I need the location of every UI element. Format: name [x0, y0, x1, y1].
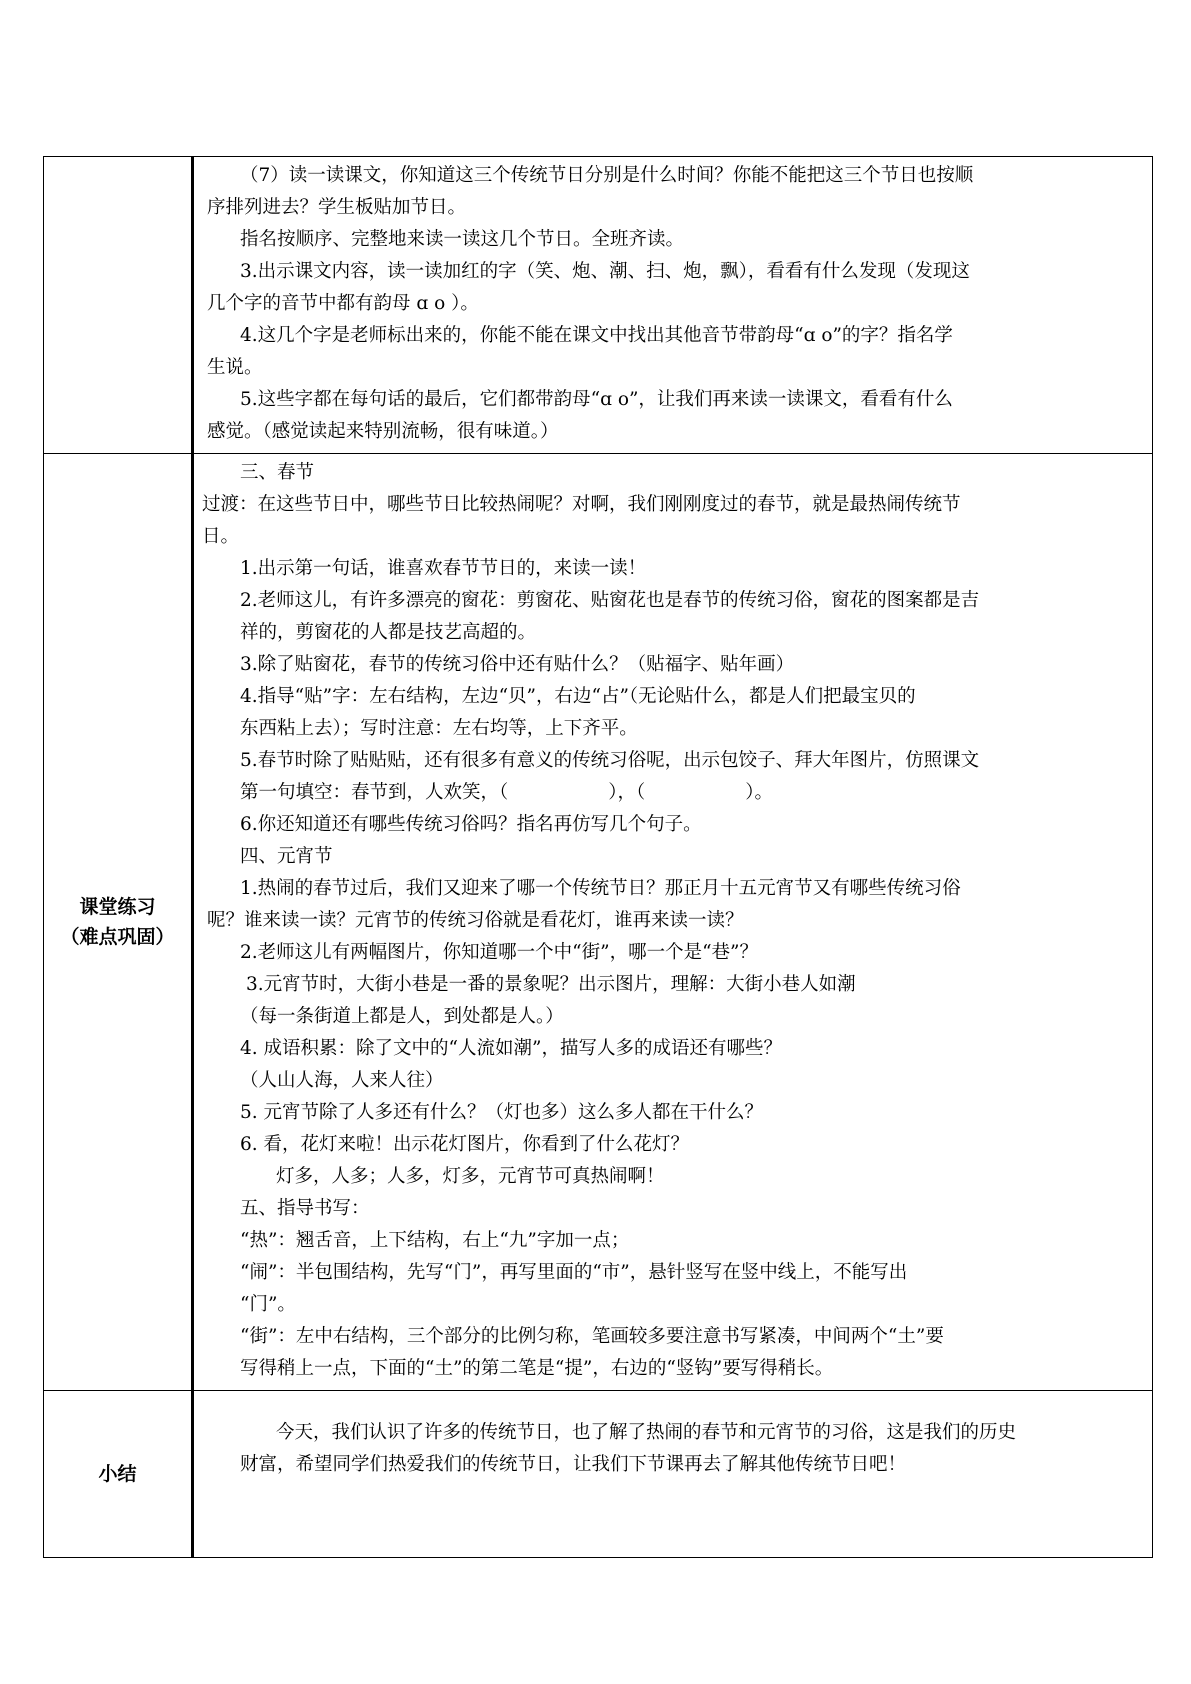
- paragraph-line: 几个字的音节中都有韵母 ɑ o ）。: [207, 293, 479, 314]
- label-line: （难点巩固）: [60, 926, 175, 948]
- section-heading: 三、春节: [240, 462, 315, 483]
- fill-in-line: [202, 777, 1146, 809]
- paragraph-line: 今天，我们认识了许多的传统节日，也了解了热闹的春节和元宵节的习俗，这是我们的历史: [276, 1422, 1017, 1443]
- paragraph-line: 5. 元宵节除了人多还有什么？（灯也多）这么多人都在干什么？: [240, 1102, 764, 1123]
- row-label-summary: [44, 1391, 193, 1558]
- row-label-empty: [44, 157, 193, 454]
- paragraph-line: 过渡：在这些节日中，哪些节日比较热闹呢？对啊，我们刚刚度过的春节，就是最热闹传统节: [202, 494, 961, 515]
- paragraph-line: 6.你还知道还有哪些传统习俗吗？指名再仿写几个句子。: [240, 814, 702, 835]
- paragraph-line: “门”。: [240, 1294, 296, 1315]
- paragraph-line: 4.这几个字是老师标出来的，你能不能在课文中找出其他音节带韵母“ɑ o”的字？指名学: [240, 325, 953, 346]
- paragraph-line: “街”：左中右结构，三个部分的比例匀称，笔画较多要注意书写紧凑，中间两个“土”要: [240, 1326, 944, 1347]
- paragraph-line: 3.元宵节时，大街小巷是一番的景象呢？出示图片，理解：大街小巷人如潮: [246, 974, 856, 995]
- paragraph-line: 1.出示第一句话，谁喜欢春节节日的，来读一读！: [240, 558, 647, 579]
- paragraph-line: “闹”：半包围结构，先写“门”，再写里面的“市”，悬针竖写在竖中线上，不能写出: [240, 1262, 908, 1283]
- label-line: 小结: [98, 1463, 137, 1485]
- paragraph-line: （人山人海，人来人往）: [240, 1070, 444, 1091]
- paragraph-line: 2.老师这儿有两幅图片，你知道哪一个中“街”，哪一个是“巷”？: [240, 942, 758, 963]
- section-heading: 四、元宵节: [240, 846, 333, 867]
- fill-in-text: 第一句填空：春节到，人欢笑，（: [240, 782, 509, 803]
- paragraph-line: 指名按顺序、完整地来读一读这几个节日。全班齐读。: [240, 229, 685, 250]
- paragraph-line: 2.老师这儿，有许多漂亮的窗花：剪窗花、贴窗花也是春节的传统习俗，窗花的图案都是吉: [240, 590, 980, 611]
- paragraph-line: 东西粘上去）；写时注意：左右均等，上下齐平。: [240, 718, 638, 739]
- paragraph-line: 祥的，剪窗花的人都是技艺高超的。: [240, 622, 537, 643]
- paragraph-line: 呢？谁来读一读？元宵节的传统习俗就是看花灯，谁再来读一读？: [207, 910, 744, 931]
- paragraph-line: 感觉。（感觉读起来特别流畅，很有味道。）: [207, 421, 559, 442]
- paragraph-line: 3.除了贴窗花，春节的传统习俗中还有贴什么？（贴福字、贴年画）: [240, 654, 795, 675]
- row-content-summary: [193, 1391, 1153, 1558]
- paragraph-line: 4. 成语积累：除了文中的“人流如潮”，描写人多的成语还有哪些？: [240, 1038, 782, 1059]
- paragraph-line: 生说。: [207, 357, 263, 378]
- paragraph-line: 写得稍上一点，下面的“土”的第二笔是“提”，右边的“竖钩”要写得稍长。: [240, 1358, 834, 1379]
- lesson-plan-table: [43, 156, 1153, 1558]
- row-content-reading: [193, 157, 1153, 454]
- table-row: [44, 1391, 1153, 1558]
- paragraph-line: 日。: [202, 526, 240, 547]
- table-row: [44, 454, 1153, 1391]
- row-content-practice: [193, 454, 1153, 1391]
- paragraph-line: 3.出示课文内容，读一读加红的字（笑、炮、潮、扫、炮，飘），看看有什么发现（发现这: [240, 261, 970, 282]
- fill-in-text: ），（: [608, 782, 646, 803]
- paragraph-line: 5.春节时除了贴贴贴，还有很多有意义的传统习俗呢，出示包饺子、拜大年图片，仿照课文: [240, 750, 980, 771]
- paragraph-line: 4.指导“贴”字：左右结构，左边“贝”，右边“占”（无论贴什么，都是人们把最宝贝的: [240, 686, 916, 707]
- label-line: 课堂练习: [79, 896, 156, 918]
- paragraph-line: “热”：翘舌音，上下结构，右上“九”字加一点；: [240, 1230, 630, 1251]
- fill-in-text: ）。: [745, 782, 774, 803]
- section-heading: 五、指导书写：: [240, 1198, 370, 1219]
- paragraph-line: 6. 看，花灯来啦！出示花灯图片，你看到了什么花灯？: [240, 1134, 690, 1155]
- row-label-classroom-practice: [44, 454, 193, 1391]
- paragraph-line: 5.这些字都在每句话的最后，它们都带韵母“ɑ o”，让我们再来读一读课文，看看有什么: [240, 389, 953, 410]
- paragraph-line: 灯多，人多；人多，灯多，元宵节可真热闹啊！: [276, 1166, 665, 1187]
- paragraph-line: 财富，希望同学们热爱我们的传统节日，让我们下节课再去了解其他传统节日吧！: [240, 1454, 907, 1475]
- paragraph-line: （7）读一读课文，你知道这三个传统节日分别是什么时间？你能不能把这三个节日也按顺: [240, 165, 974, 186]
- paragraph-line: （每一条街道上都是人，到处都是人。）: [240, 1006, 564, 1027]
- paragraph-line: 1.热闹的春节过后，我们又迎来了哪一个传统节日？那正月十五元宵节又有哪些传统习俗: [240, 878, 961, 899]
- paragraph-line: 序排列进去？学生板贴加节日。: [207, 197, 467, 218]
- table-row: [44, 157, 1153, 454]
